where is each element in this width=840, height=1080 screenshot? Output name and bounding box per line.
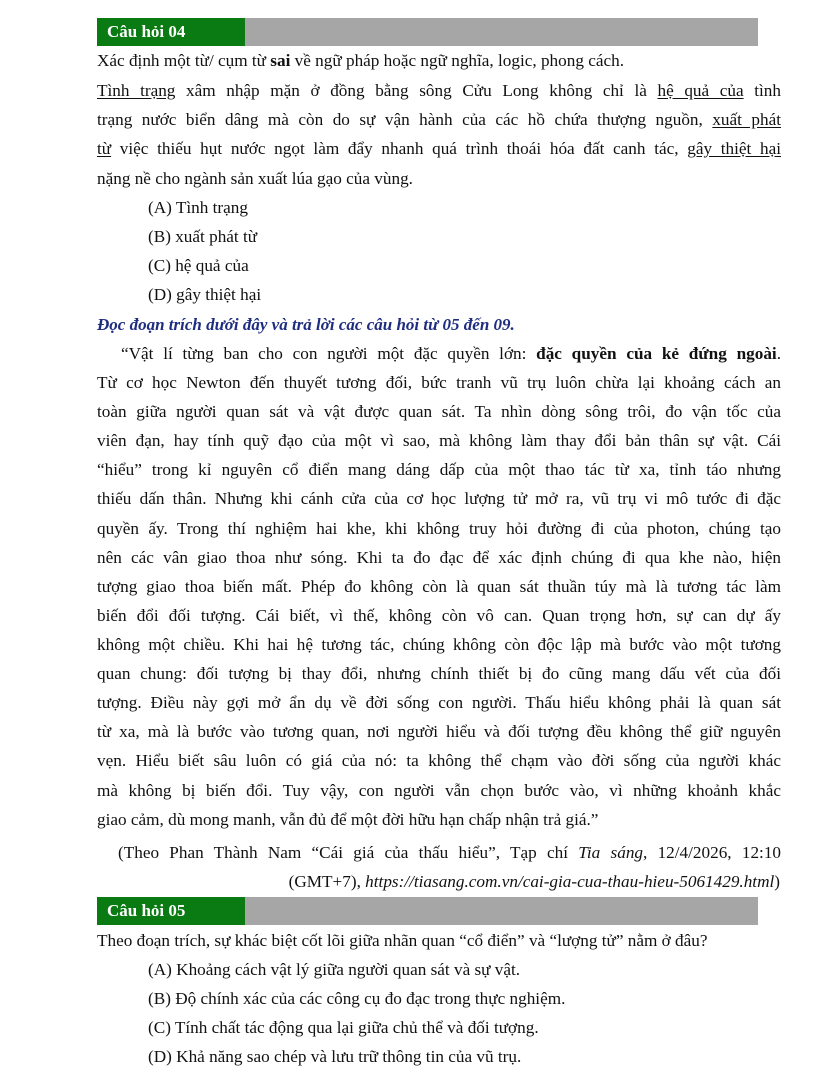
passage-line: quan chung: đối tượng bị thay đổi, nhưng chính thiết bị đo cũng mang dấu vết của đối bbox=[97, 664, 781, 683]
question-tag: Câu hỏi 04 bbox=[97, 18, 245, 46]
answer-option-c[interactable]: (C) Tính chất tác động qua lại giữa chủ thể và đối tượng. bbox=[148, 1018, 539, 1037]
q4-text-line: trạng nước biển dâng mà còn do sự vận hành của các hồ chứa thượng nguồn, xuất phát bbox=[97, 110, 781, 129]
underlined-phrase: từ bbox=[97, 139, 112, 158]
answer-option-a[interactable]: (A) Tình trạng bbox=[148, 198, 248, 217]
passage-line: “hiểu” trong kỉ nguyên cổ điển mang dáng dấp của một thao tác từ xa, tỉnh táo nhưng bbox=[97, 460, 781, 479]
passage-line: nên các vân giao thoa như sóng. Khi ta đo đạc để xác định chúng đi qua khe nào, hiện bbox=[97, 548, 781, 567]
emphasis-word: sai bbox=[270, 51, 291, 70]
passage-line: vẹn. Hiểu biết sâu luôn có giá của nó: ta không thể chạm vào đời sống của người khác bbox=[97, 751, 781, 770]
question-header-bar bbox=[97, 18, 758, 46]
passage-line: giao cảm, dù mong manh, vẫn đủ để một đời hữu hạn chấp nhận trả giá.” bbox=[97, 810, 599, 829]
passage-line: viên đạn, hay tính quỹ đạo của một vì sao, mà không làm thay đổi bản thân sự vật. Cái bbox=[97, 431, 781, 450]
underlined-phrase: hệ quả của bbox=[657, 81, 744, 100]
q4-text-line: nặng nề cho ngành sản xuất lúa gạo của vùng. bbox=[97, 169, 413, 188]
passage-line: Từ cơ học Newton đến thuyết tương đối, bức tranh vũ trụ luôn chừa lại khoảng cách an bbox=[97, 373, 781, 392]
passage-line: “Vật lí từng ban cho con người một đặc quyền lớn: đặc quyền của kẻ đứng ngoài. bbox=[121, 344, 781, 363]
passage-line: tượng giao thoa biến mất. Phép đo không còn là quan sát thuần túy mà là tương tác làm bbox=[97, 577, 781, 596]
question-text: Theo đoạn trích, sự khác biệt cốt lõi giữa nhãn quan “cổ điển” và “lượng tử” nằm ở đâu? bbox=[97, 931, 708, 950]
q4-text-line: Tình trạng xâm nhập mặn ở đồng bằng sông Cửu Long không chỉ là hệ quả của tình bbox=[97, 81, 781, 100]
emphasis-phrase: đặc quyền của kẻ đứng ngoài bbox=[536, 344, 777, 363]
source-url[interactable]: https://tiasang.com.vn/cai-gia-cua-thau-hieu-5061429.html bbox=[365, 872, 775, 891]
underlined-phrase: Tình trạng bbox=[97, 81, 176, 100]
source-citation: (Theo Phan Thành Nam “Cái giá của thấu hiểu”, Tạp chí Tia sáng, 12/4/2026, 12:10 bbox=[118, 843, 782, 862]
answer-option-b[interactable]: (B) xuất phát từ bbox=[148, 227, 258, 246]
underlined-phrase: gây thiệt hại bbox=[687, 139, 781, 158]
passage-heading: Đọc đoạn trích dưới đây và trả lời các câu hỏi từ 05 đến 09. bbox=[97, 315, 515, 334]
source-citation: (GMT+7), https://tiasang.com.vn/cai-gia-cua-thau-hieu-5061429.html) bbox=[288, 872, 780, 891]
question-header-bar bbox=[97, 897, 758, 925]
passage-line: quyền ấy. Trong thí nghiệm hai khe, khi không truy hỏi đường đi của photon, chúng tạo bbox=[97, 519, 781, 538]
answer-option-b[interactable]: (B) Độ chính xác của các công cụ đo đạc trong thực nghiệm. bbox=[148, 989, 566, 1008]
passage-line: thiếu dấn thân. Nhưng khi cánh cửa của cơ học lượng tử mở ra, vũ trụ vi mô tước đi đặc bbox=[97, 489, 781, 508]
answer-option-a[interactable]: (A) Khoảng cách vật lý giữa người quan sát và sự vật. bbox=[148, 960, 521, 979]
q4-text-line: từ việc thiếu hụt nước ngọt làm đẩy nhanh quá trình thoái hóa đất canh tác, gây thiệt hại bbox=[97, 139, 781, 158]
underlined-phrase: xuất phát bbox=[712, 110, 781, 129]
passage-line: không một chiều. Khi hai hệ tương tác, chúng không còn độc lập mà bước vào một tương bbox=[97, 635, 781, 654]
passage-line: từ xa, mà là bước vào tương quan, nơi người hiểu và đối tượng đều không thể giữ nguyên bbox=[97, 722, 781, 741]
question-tag: Câu hỏi 05 bbox=[97, 897, 245, 925]
instruction: Xác định một từ/ cụm từ sai về ngữ pháp hoặc ngữ nghĩa, logic, phong cách. bbox=[97, 51, 625, 70]
passage-line: mà không bị biến đổi. Tuy vậy, con người vẫn chọn bước vào, vì những khoảnh khắc bbox=[97, 781, 781, 800]
answer-option-d[interactable]: (D) gây thiệt hại bbox=[148, 285, 262, 304]
passage-line: biến đổi đối tượng. Cái biết, vì thế, không còn vô can. Quan trọng hơn, sự can dự ấy bbox=[97, 606, 781, 625]
answer-option-c[interactable]: (C) hệ quả của bbox=[148, 256, 249, 275]
answer-option-d[interactable]: (D) Khả năng sao chép và lưu trữ thông tin của vũ trụ. bbox=[148, 1047, 522, 1066]
passage-line: tượng. Điều này gợi mở ẩn dụ về đời sống con người. Thấu hiểu không phải là quan sát bbox=[97, 693, 781, 712]
passage-line: toàn giữa người quan sát và vật được quan sát. Ta nhìn dòng sông trôi, đo vận tốc của bbox=[97, 402, 781, 421]
